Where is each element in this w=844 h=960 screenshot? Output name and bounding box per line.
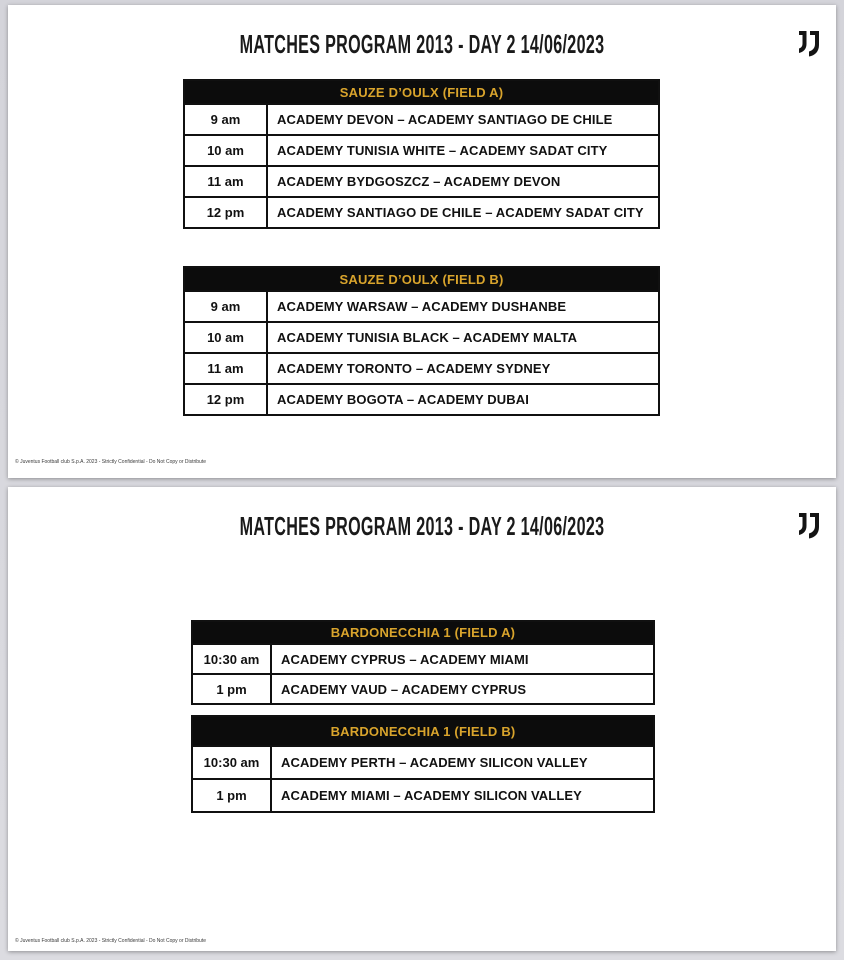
time-cell: 10:30 am (193, 747, 272, 778)
document-page-2 (8, 487, 836, 951)
table-row (185, 290, 658, 321)
table-row (185, 165, 658, 196)
table-row (185, 321, 658, 352)
time-cell: 11 am (185, 354, 268, 383)
match-cell: ACADEMY PERTH – ACADEMY SILICON VALLEY (281, 755, 588, 770)
match-cell: ACADEMY TUNISIA BLACK – ACADEMY MALTA (277, 330, 578, 345)
table-row (185, 134, 658, 165)
table-row (185, 383, 658, 414)
time-cell: 1 pm (193, 780, 272, 811)
match-cell: ACADEMY TUNISIA WHITE – ACADEMY SADAT CITY (277, 143, 608, 158)
table-header: SAUZE D’OULX (FIELD A) (185, 81, 658, 103)
match-cell: ACADEMY BOGOTA – ACADEMY DUBAI (277, 392, 529, 407)
schedule-table-bardonecchia-field-a (191, 620, 655, 705)
table-row (193, 673, 653, 703)
table-row (193, 643, 653, 673)
table-row (185, 103, 658, 134)
page-title: MATCHES PROGRAM 2013 - DAY 2 14/06/2023 (239, 511, 605, 541)
page-title: MATCHES PROGRAM 2013 - DAY 2 14/06/2023 (239, 29, 605, 59)
match-cell: ACADEMY WARSAW – ACADEMY DUSHANBE (277, 299, 567, 314)
table-row (193, 778, 653, 811)
table-row (185, 196, 658, 227)
table-header: BARDONECCHIA 1 (FIELD A) (193, 622, 653, 643)
confidentiality-footer: © Juventus Football club S.p.A. 2023 - Strictly Confidential - Do Not Copy or Distribute (15, 459, 206, 465)
match-cell: ACADEMY TORONTO – ACADEMY SYDNEY (277, 361, 551, 376)
table-row (185, 352, 658, 383)
table-row (193, 745, 653, 778)
match-cell: ACADEMY BYDGOSZCZ – ACADEMY DEVON (277, 174, 561, 189)
juventus-logo-icon (797, 510, 821, 540)
match-cell: ACADEMY MIAMI – ACADEMY SILICON VALLEY (281, 788, 582, 803)
confidentiality-footer: © Juventus Football club S.p.A. 2023 - Strictly Confidential - Do Not Copy or Distribute (15, 938, 206, 944)
table-header: BARDONECCHIA 1 (FIELD B) (193, 717, 653, 745)
time-cell: 10 am (185, 136, 268, 165)
time-cell: 10:30 am (193, 645, 272, 673)
time-cell: 9 am (185, 292, 268, 321)
match-cell: ACADEMY SANTIAGO DE CHILE – ACADEMY SADAT CITY (277, 205, 644, 220)
time-cell: 1 pm (193, 675, 272, 703)
time-cell: 12 pm (185, 198, 268, 227)
schedule-table-sauze-field-a (183, 79, 660, 229)
match-cell: ACADEMY DEVON – ACADEMY SANTIAGO DE CHILE (277, 112, 613, 127)
match-cell: ACADEMY CYPRUS – ACADEMY MIAMI (281, 651, 529, 667)
schedule-table-sauze-field-b (183, 266, 660, 416)
document-page-1 (8, 5, 836, 478)
time-cell: 9 am (185, 105, 268, 134)
schedule-table-bardonecchia-field-b (191, 715, 655, 813)
juventus-logo-icon (797, 28, 821, 58)
time-cell: 12 pm (185, 385, 268, 414)
match-cell: ACADEMY VAUD – ACADEMY CYPRUS (281, 681, 527, 697)
time-cell: 10 am (185, 323, 268, 352)
table-header: SAUZE D’OULX (FIELD B) (185, 268, 658, 290)
time-cell: 11 am (185, 167, 268, 196)
